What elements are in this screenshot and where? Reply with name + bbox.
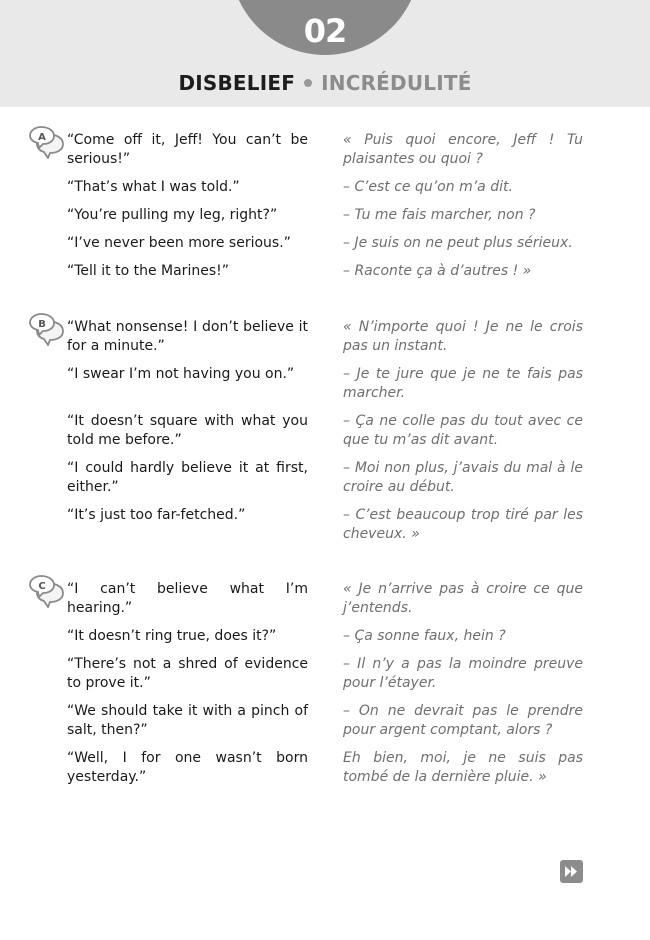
phrase-fr: « Puis quoi encore, Jeff ! Tu plaisantes ou quoi ? [343, 132, 583, 167]
section-letter: B [38, 319, 46, 330]
phrase-fr: « N’importe quoi ! Je ne le crois pas un instant. [343, 319, 583, 354]
phrase-en: “You’re pulling my leg, right?” [67, 207, 278, 223]
phrase-fr: « Je n’arrive pas à croire ce que j’entends. [343, 581, 583, 616]
phrase-fr: – Tu me fais marcher, non ? [343, 207, 536, 223]
phrase-fr: – Raconte ça à d’autres ! » [343, 263, 532, 279]
phrase-en: “That’s what I was told.” [67, 179, 240, 195]
phrase-en: “I’ve never been more serious.” [67, 235, 291, 251]
speech-bubbles-icon [28, 574, 66, 612]
phrase-fr: – On ne devrait pas le prendre pour argent comptant, alors ? [343, 703, 583, 738]
section-letter: A [38, 132, 46, 143]
phrase-fr: – Ça sonne faux, hein ? [343, 628, 506, 644]
phrase-en: “Tell it to the Marines!” [67, 263, 229, 279]
chapter-title [0, 71, 650, 95]
chapter-title-en: DISBELIEF [178, 71, 296, 95]
phrase-en: “I could hardly believe it at first, either.” [67, 460, 308, 495]
chapter-title-fr: INCRÉDULITÉ [321, 71, 472, 95]
phrase-en: “It doesn’t square with what you told me before.” [67, 413, 308, 448]
phrase-en: “What nonsense! I don’t believe it for a minute.” [67, 319, 308, 354]
phrase-en: “It’s just too far-fetched.” [67, 507, 246, 523]
phrase-en: “We should take it with a pinch of salt, then?” [67, 703, 308, 738]
speech-bubbles-icon [28, 312, 66, 350]
phrase-en: “It doesn’t ring true, does it?” [67, 628, 277, 644]
phrase-en: “There’s not a shred of evidence to prove it.” [67, 656, 308, 691]
phrase-fr: Eh bien, moi, je ne suis pas tombé de la dernière pluie. » [343, 750, 583, 785]
phrase-en: “I can’t believe what I’m hearing.” [67, 581, 308, 616]
section-letter: C [38, 581, 46, 592]
chapter-number: 02 [303, 12, 347, 50]
phrase-en: “I swear I’m not having you on.” [67, 366, 295, 382]
title-separator-dot [304, 79, 312, 87]
phrase-fr: – Je suis on ne peut plus sérieux. [343, 235, 573, 251]
phrase-fr: – Je te jure que je ne te fais pas marcher. [343, 366, 583, 401]
phrase-fr: – C’est ce qu’on m’a dit. [343, 179, 513, 195]
chapter-header [0, 0, 650, 107]
phrase-fr: – Ça ne colle pas du tout avec ce que tu m’as dit avant. [343, 413, 583, 448]
fast-forward-icon [560, 860, 583, 883]
phrase-fr: – Moi non plus, j’avais du mal à le croire au début. [343, 460, 583, 495]
next-page-button[interactable] [560, 860, 583, 883]
phrase-en: “Well, I for one wasn’t born yesterday.” [67, 750, 308, 785]
speech-bubbles-icon [28, 125, 66, 163]
phrase-fr: – C’est beaucoup trop tiré par les cheveux. » [343, 507, 583, 542]
phrase-fr: – Il n’y a pas la moindre preuve pour l’étayer. [343, 656, 583, 691]
phrase-en: “Come off it, Jeff! You can’t be serious!” [67, 132, 308, 167]
